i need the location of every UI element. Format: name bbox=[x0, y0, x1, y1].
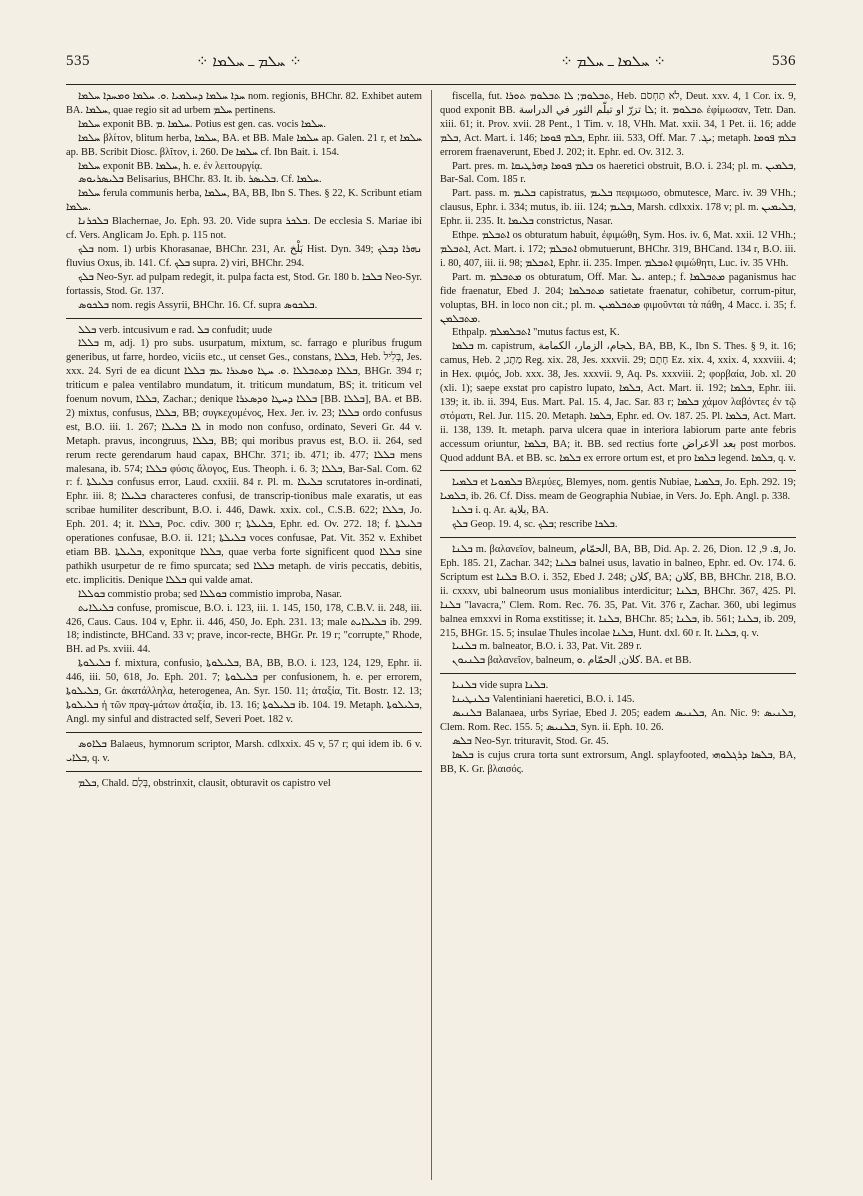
dictionary-entry: ܚܠܡܐ exponit BB. ܚܠܡܐ .ܡ. Potius est gen. cas. vocis ܚܠܡܐ. bbox=[78, 118, 326, 130]
header-rule bbox=[66, 84, 796, 85]
dictionary-entry: ܚܠܡܐ ferula communis herba, ܚܠܡܐ, BA, BB, Ibn S. Thes. § 22, K. Scribunt etiam ܚܠܡܐ. bbox=[66, 188, 422, 214]
dictionary-entry: ܒܘܠܠܐ commistio proba; sed ܒܘܠܠܐ commistio improba, Nasar. bbox=[78, 588, 342, 600]
dictionary-entry: ܒܠܢܝܐ m. balneator, B.O. i. 33, Pat. Vit. 289 r. bbox=[452, 641, 642, 653]
dictionary-entry: ܚܕܐ ܚܠܡܐ ܕܚܠܡܝܐ .ܘ. ܚܠܡܐ ܘܡܚܕܐ ܚܠܡܐ nom. regionis, BHChr. 82. Exhibet autem BA. ܚܠܡܐ, quae regio sit ad urbem ܚܠܡ pertinens. bbox=[66, 91, 422, 116]
dictionary-entry: ܒܠܣܐ is cujus crura torta sunt extrorsum, Angl. splayfooted, ܒܠܣܐ ܕܪܓܠܘܗܝ, BA, BB, K. Gr. βλαισός. bbox=[440, 749, 796, 775]
dictionary-entry: ܒܠܢܛܝܢܐ Valentiniani haeretici, B.O. i. 145. bbox=[452, 694, 635, 706]
dictionary-entry: ܒܠܝܠܘܬܐ f. mixtura, confusio, ܒܠܝܠܘܬܐ, BA, BB, B.O. i. 123, 124, 129, Ephr. ii. 446, iii. 50, 618, Jo. Eph. 201. 7; ܒܠܝܠܘܬܐ per confusionem, h. e. per errorem, ܒܠܝܠܘܬܐ, Gr. ἀκατάλληλα, heterogenea, An. Syr. 150. 11; ἀταξία, Tit. Bostr. 12. 13; ܒܠܝܠܘܬܐ ἡ τῶν πραγ-μάτων ἀταξία, ib. 13. 16; ܒܠܝܠܘܬܐ ib. 104. 19. Metaph. ܒܠܝܠܘܬܐ, Angl. my sinful and distracted self, Severi Poet. 182 v. bbox=[66, 658, 422, 725]
dictionary-entry: ܒܠܢܐ m. βαλανεῖον, balneum, الحمّام, BA, BB, Did. Ap. 2. 26, Dion. ܦ. 9, 12, Jo. Eph. 185. 21, Zachar. 342; ܒܠܢܐ balnei usus, lavatio in balneo, Ephr. ed. Ov. 174. 6. Scriptum est ܒܠܢܐ B.O. i. 352, Ebed J. 248; كلان, BA; كلان, BB, BHChr. 218, B.O. ii. cxxxv, ubi balneorum usus monialibus interdicitur; ܒܠܢܐ, BHChr. 367, 425. Pl. ܒܠܢܐ "lavacra," Clem. Rom. Rec. 76. 35, Pat. Vit. 376 r, Zachar. 360, ubi legimus balnea emxxvi in Roma exstitisse; it. ܒܠܢܐ, BHChr. 85; ܒܠܢܐ, ib. 561; ܒܠܢܐ, ib. 209, 215, BHGr. 15. 5; insulae Thules incolae ܒܠܢܐ, Hunt. dxl. 60 r. It. ܒܠܢܐ, q. v. bbox=[440, 537, 796, 640]
dictionary-entry: Part. pass. m. ܒܠܝܡ capistratus, ܒܠܝܡ πεφιμωσο, obmutesce, Marc. iv. 39 VHh.; clausus, Ephr. i. 334; mutus, ib. iii. 124; ܒܠܝܡ, Marsh. cdlxxix. 178 v; pl. m. ܒܠܝܡܝܢ, Ephr. ii. 235. It. ܒܠܝܡܐ constrictus, Nasar. bbox=[440, 188, 796, 228]
dictionary-entry: ܒܠܡܐ m. capistrum, ܠجام، الزمار، الكمامة, BA, BB, K., Ibn S. Thes. § 9, it. 16; camus, Heb. מַתֶג, 2 Reg. xix. 28, Jes. xxxvii. 29; חָתָם Ez. xix. 4, xxix. 4, xxxviii. 4; in Hex. φιμός, Job. xxx. 38, Jes. xxxvii. 9, Aq. Ps. xxxviii. 2; φορβαία, Job. xl. 20 (xli. 1); saepe exstat pro capistro lupato, ܒܠܡܐ, Act. Mart. ii. 192; ܒܠܡܐ, Ephr. iii. 139; it. ib. ii. 394, Eus. Mart. Pal. 15. 4, Jac. Sar. 83 r; ܒܠܡܐ χάμον λαβόντες ἐν τῷ στόματι, Rel. Jur. 115. 20. Metaph. ܒܠܡܐ, Ephr. ed. Ov. 187. 25. Pl. ܒܠܡܐ, Act. Mart. ii. 138, 139. It. metaph. parva ulcera quae in interiora labiorum parte ante febris accessum oriuntur, ܒܠܡܐ, BA; it. BB. sed rectius forte بعد الاعراض post morbos. Quod addunt BA. et BB. sc. ܒܠܡܐ ex errore ortum est, et pro ܒܠܡܐ legend. ܒܠܡܐ, q. v. bbox=[440, 341, 796, 464]
dictionary-entry: ܒܠܝܣܪܝܘܣ Belisarius, BHChr. 83. It. ib. ܒܠܝܣܪ. Cf. ܚܠܡܐ. bbox=[78, 174, 322, 186]
dictionary-entry: ܒܠܢܝܐ vide supra ܒܠܢܐ. bbox=[440, 673, 796, 693]
right-column bbox=[440, 90, 796, 1180]
dictionary-entry: ܚܠܡܐ βλίτον, blitum herba, ܚܠܡܐ, BA. et BB. Male ܚܠܡܐ ap. Galen. 21 r, et ܚܠܡܐ ap. BB. Scribit Diosc. βλῖτον, i. 260. De ܚܠܡܐ cf. Ibn Bait. i. 154. bbox=[66, 132, 422, 158]
dictionary-entry: ܒܠܠܐ m, adj. 1) pro subs. usurpatum, mixtum, sc. farrago e pluribus frugum generibus, ut farre, hordeo, viciis etc., ut censet Ges., constans, ܒܠܠܐ, Heb. בְּלִיל, Jes. xxx. 24. Syri de ea dicunt ܒܠܠܐ ܕܡܬܒܠܠܐ .ܘ. ܚܛܐ ܘܣܥܪܐ ܥܡ ܒܠܠܐ, BHGr. 394 r; triticum e palea ventilabro mundatum, it. triticum mundatum, BS; it. triticum vel foenum novum, ܒܠܠܐ, Zachar.; denique ܒܠܠܐ ܕܚܛܐ ܘܕܣܥܪܐ [BB. ܒܠܠܐ], BA. et BB. 2) mixtus, confusus, ܒܠܠܐ, BB; συγκεχυμένος, Hex. Jer. iv. 23; ܒܠܠܐ ordo confusus est, B.O. iii. 1. 267; ܠܐ ܒܠܝܠܐ in modo non confuso, ordinato, Severi Gr. 44 v. Metaph. pravus, incongruus, ܒܠܠܐ, BB; qui moribus pravus est, B.O. ii. 264, sed rerum recte gerendarum haud capax, BHChr. 371; ib. 471; ib. 477; ܒܠܠܐ mens malesana, ib. 574; ܒܠܠܐ φύσις ἄλογος, Eus. Theoph. i. 6. 3; ܒܠܠܐ, Bar-Sal. Com. 62 r: f. ܒܠܝܠܬܐ confusus error, Laud. cxxiii. 84 r. Pl. m. ܒܠܝܠܐ scrutatores in-ordinati, Ephr. iii. 8; ܒܠܝܠܐ characteres confusi, de transcrip-tionibus male exaratis, ut eas scribae humiliter describunt, B.O. i. 446, Dawk. xxix. col., C.S.B. 622; ܒܠܠܐ, Jo. Eph. 201. 4; it. ܒܠܠܐ, Poc. cdiv. 300 r; ܒܠܝܠܬܐ, Ephr. ed. Ov. 272. 18; f. ܒܠܝܠܬܐ operationes confusae, B.O. ii. 121; ܒܠܝܠܬܐ voces confusae, Pat. Vit. 352 v. Exhibet etiam BB. ܒܠܝܠܬܐ, exponitque ܒܠܠܐ, quae verba forte significent quod ܒܠܠܐ sine pathikh usurpetur de re fimo spurcata; sed ܒܠܠܐ metaph. de viris peccatis, debitis, etc. implicitis. Denique ܒܠܠܐ qui valde amat. bbox=[66, 338, 422, 586]
dictionary-entry: Part. m. ܡܬܒܠܡ os obturatum, Off. Mar. ܝܠ. antep.; f. ܡܬܒܠܡܐ paganismus hac fide fraenatur, Ebed J. 204; ܡܬܒܠܡܐ satietate fraenatur, cohibetur, corrum-pitur, voluptas, BH. in loco non cit.; pl. m. ܡܬܒܠܡܝܢ φιμοῦνται τὰ πάθη, 4 Macc. i. 35; f. ܡܬܒܠܡܢ. bbox=[440, 271, 796, 325]
dictionary-entry: ܒܠܠ verb. intcusivum e rad. ܒܠ confudit; uude bbox=[66, 318, 422, 338]
dictionary-entry: ܒܠܐܘܣ Balaeus, hymnorum scriptor, Marsh. cdlxxix. 45 v, 57 r; qui idem ib. 6 v. ܒܠܐܝ, q. v. bbox=[66, 732, 422, 766]
dictionary-entry: ܒܠܟ nom. 1) urbis Khorasanae, BHChr. 231, Ar. بَلْخ Hist. Dyn. 349; ܢܗܪܐ ܕܒܠܟ fluvius Oxus, ib. 141. Cf. ܒܠܟ supra. 2) viri, BHChr. 294. bbox=[66, 243, 422, 269]
dictionary-entry: ܒܠܟܪܢܐ Blachernae, Jo. Eph. 93. 20. Vide supra ܒܠܟܪ. De ecclesia S. Mariae ibi cf. Vers. Anglicam Jo. Eph. p. 115 not. bbox=[66, 216, 422, 242]
dictionary-entry: ܒܠܢܝܘܢ βαλανεῖον, balneum, كلان, الحمّام .ܘ. BA. et BB. bbox=[452, 655, 692, 667]
dictionary-entry: ܒܠܟ Geop. 19. 4, sc. ܒܠܟ; rescribe ܒܠܟܐ. bbox=[452, 519, 618, 531]
dictionary-entry: ܒܠܢܐ i. q. Ar. بلاية, BA. bbox=[452, 505, 549, 517]
left-column bbox=[66, 90, 422, 1180]
left-page-number: 535 bbox=[66, 52, 90, 69]
columns bbox=[66, 90, 796, 1180]
dictionary-entry: ܒܠܢܝܣ Balanaea, urbs Syriae, Ebed J. 205; eadem ܒܠܢܝܣ, An. Nic. 9: ܒܠܢܝܣ, Clem. Rom. Rec. 155. 5; ܒܠܢܝܣ, Syn. ii. Eph. 10. 26. bbox=[440, 708, 796, 733]
right-running-title: ⁘ ܚܠܡܐ ـ ܚܠܡ ⁘ bbox=[560, 54, 666, 70]
left-running-title: ⁘ ܚܠܡ ـ ܚܠܡܐ ⁘ bbox=[196, 54, 302, 70]
dictionary-entry: ܒܠܟܘܣ nom. regis Assyrii, BHChr. 16. Cf. supra ܒܠܟܘܣ. bbox=[78, 299, 318, 311]
dictionary-entry: Part. pres. m. ܒܠܡ ܦܘܡܐ ܕܗܪܛܝܩܐ os haeretici obstruit, B.O. i. 234; pl. m. ܒܠܡܝܢ, Bar-Sal. Com. 185 r. bbox=[440, 160, 796, 186]
dictionary-entry: ܒܠܡ, Chald. בְּלַם, obstrinxit, clausit, obturavit os capistro vel bbox=[66, 771, 422, 791]
dictionary-entry: ܒܠܣ Neo-Syr. trituravit, Stod. Gr. 45. bbox=[452, 735, 609, 747]
page-header bbox=[66, 46, 796, 76]
dictionary-entry: Ethpe. ܐܬܒܠܡ os obturatum habuit, ἐφιμώθη, Sym. Hos. iv. 6, Mat. xxii. 12 VHh.; ܐܬܒܠܡ, Act. Mart. i. 172; ܐܬܒܠܡ obmutuerunt, BHChr. 319, BHCand. 134 r, B.O. iii. i. 80, 407, iii. ii. 98; ܐܬܒܠܡ, Ephr. ii. 235. Imper. ܐܬܒܠܡ φιμώθητι, Luc. iv. 35 VHh. bbox=[440, 230, 796, 269]
dictionary-entry: ܒܠܝܠܐܝܬ confuse, promiscue, B.O. i. 123, iii. 1. 145, 150, 178, C.B.V. ii. 248, iii. 426, Caus. Caus. 104 v, Ephr. ii. 446, 450, Jo. Eph. 231. 13; male ܒܠܝܠܐܝܬ ib. 299. 18; indistincte, BHCand. 33 v; prave, incor-recte, BHGr. Pr. 19 r; "corrupte," Rhode, BH. ad Ps. xviii. 44. bbox=[66, 602, 422, 656]
dictionary-entry: ܒܠܟ Neo-Syr. ad pulpam redegit, it. pulpa facta est, Stod. Gr. 180 b. ܒܠܟܐ Neo-Syr. fortassis, Stod. Gr. 137. bbox=[66, 271, 422, 297]
dictionary-entry: ܒܠܡܝܐ et ܒܠܡܘܝܐ Βλεμύες, Blemyes, nom. gentis Nubiae, ܒܠܡܝܐ, Jo. Eph. 292. 19; ܒܠܡܝܐ, ib. 26. Cf. Diss. meam de Geographia Nubiae, in Vers. Jo. Eph. Angl. p. 338. bbox=[440, 470, 796, 504]
dictionary-entry: ܚܠܡܐ exponit BB. ܚܠܡܐ, h. e. ἐν λειτουργίᾳ. bbox=[78, 160, 263, 172]
dictionary-entry: Ethpalp. ܐܬܒܠܡܠܡ "mutus factus est, K. bbox=[452, 327, 620, 339]
right-page-number: 536 bbox=[772, 52, 796, 69]
dictionary-entry: fiscella, fut. ܬܒܠܘܡ; ܠܐ ܬܒܠܘܡ ܬܘܪܐ, Heb. לֹא תַחְסֹם, Deut. xxv. 4, 1 Cor. ix. 9, quod exponit BB. ܠا تزرّ او تبلّم الثور في الدراسة; it. ܬܒܠܘܡ ἐφίμωσαν, Tetr. Dan. xiii. 61; it. Prov. xvii. 28 Pent., 1 Tim. v. 18, VHh. Mat. xxii. 34, 1 Pet. ii. 16; adde ܒܠܡ, Act. Mart. i. 146; ܒܠܡ ܦܘܡܐ, Ephr. iii. 533, Off. Mar. ܝܓ. 7; metaph. ܒܠܡ ܦܘܡܐ errorem fraenaverunt, Ebed J. 202; it. Ephr. ed. Ov. 312. 3. bbox=[440, 91, 796, 158]
